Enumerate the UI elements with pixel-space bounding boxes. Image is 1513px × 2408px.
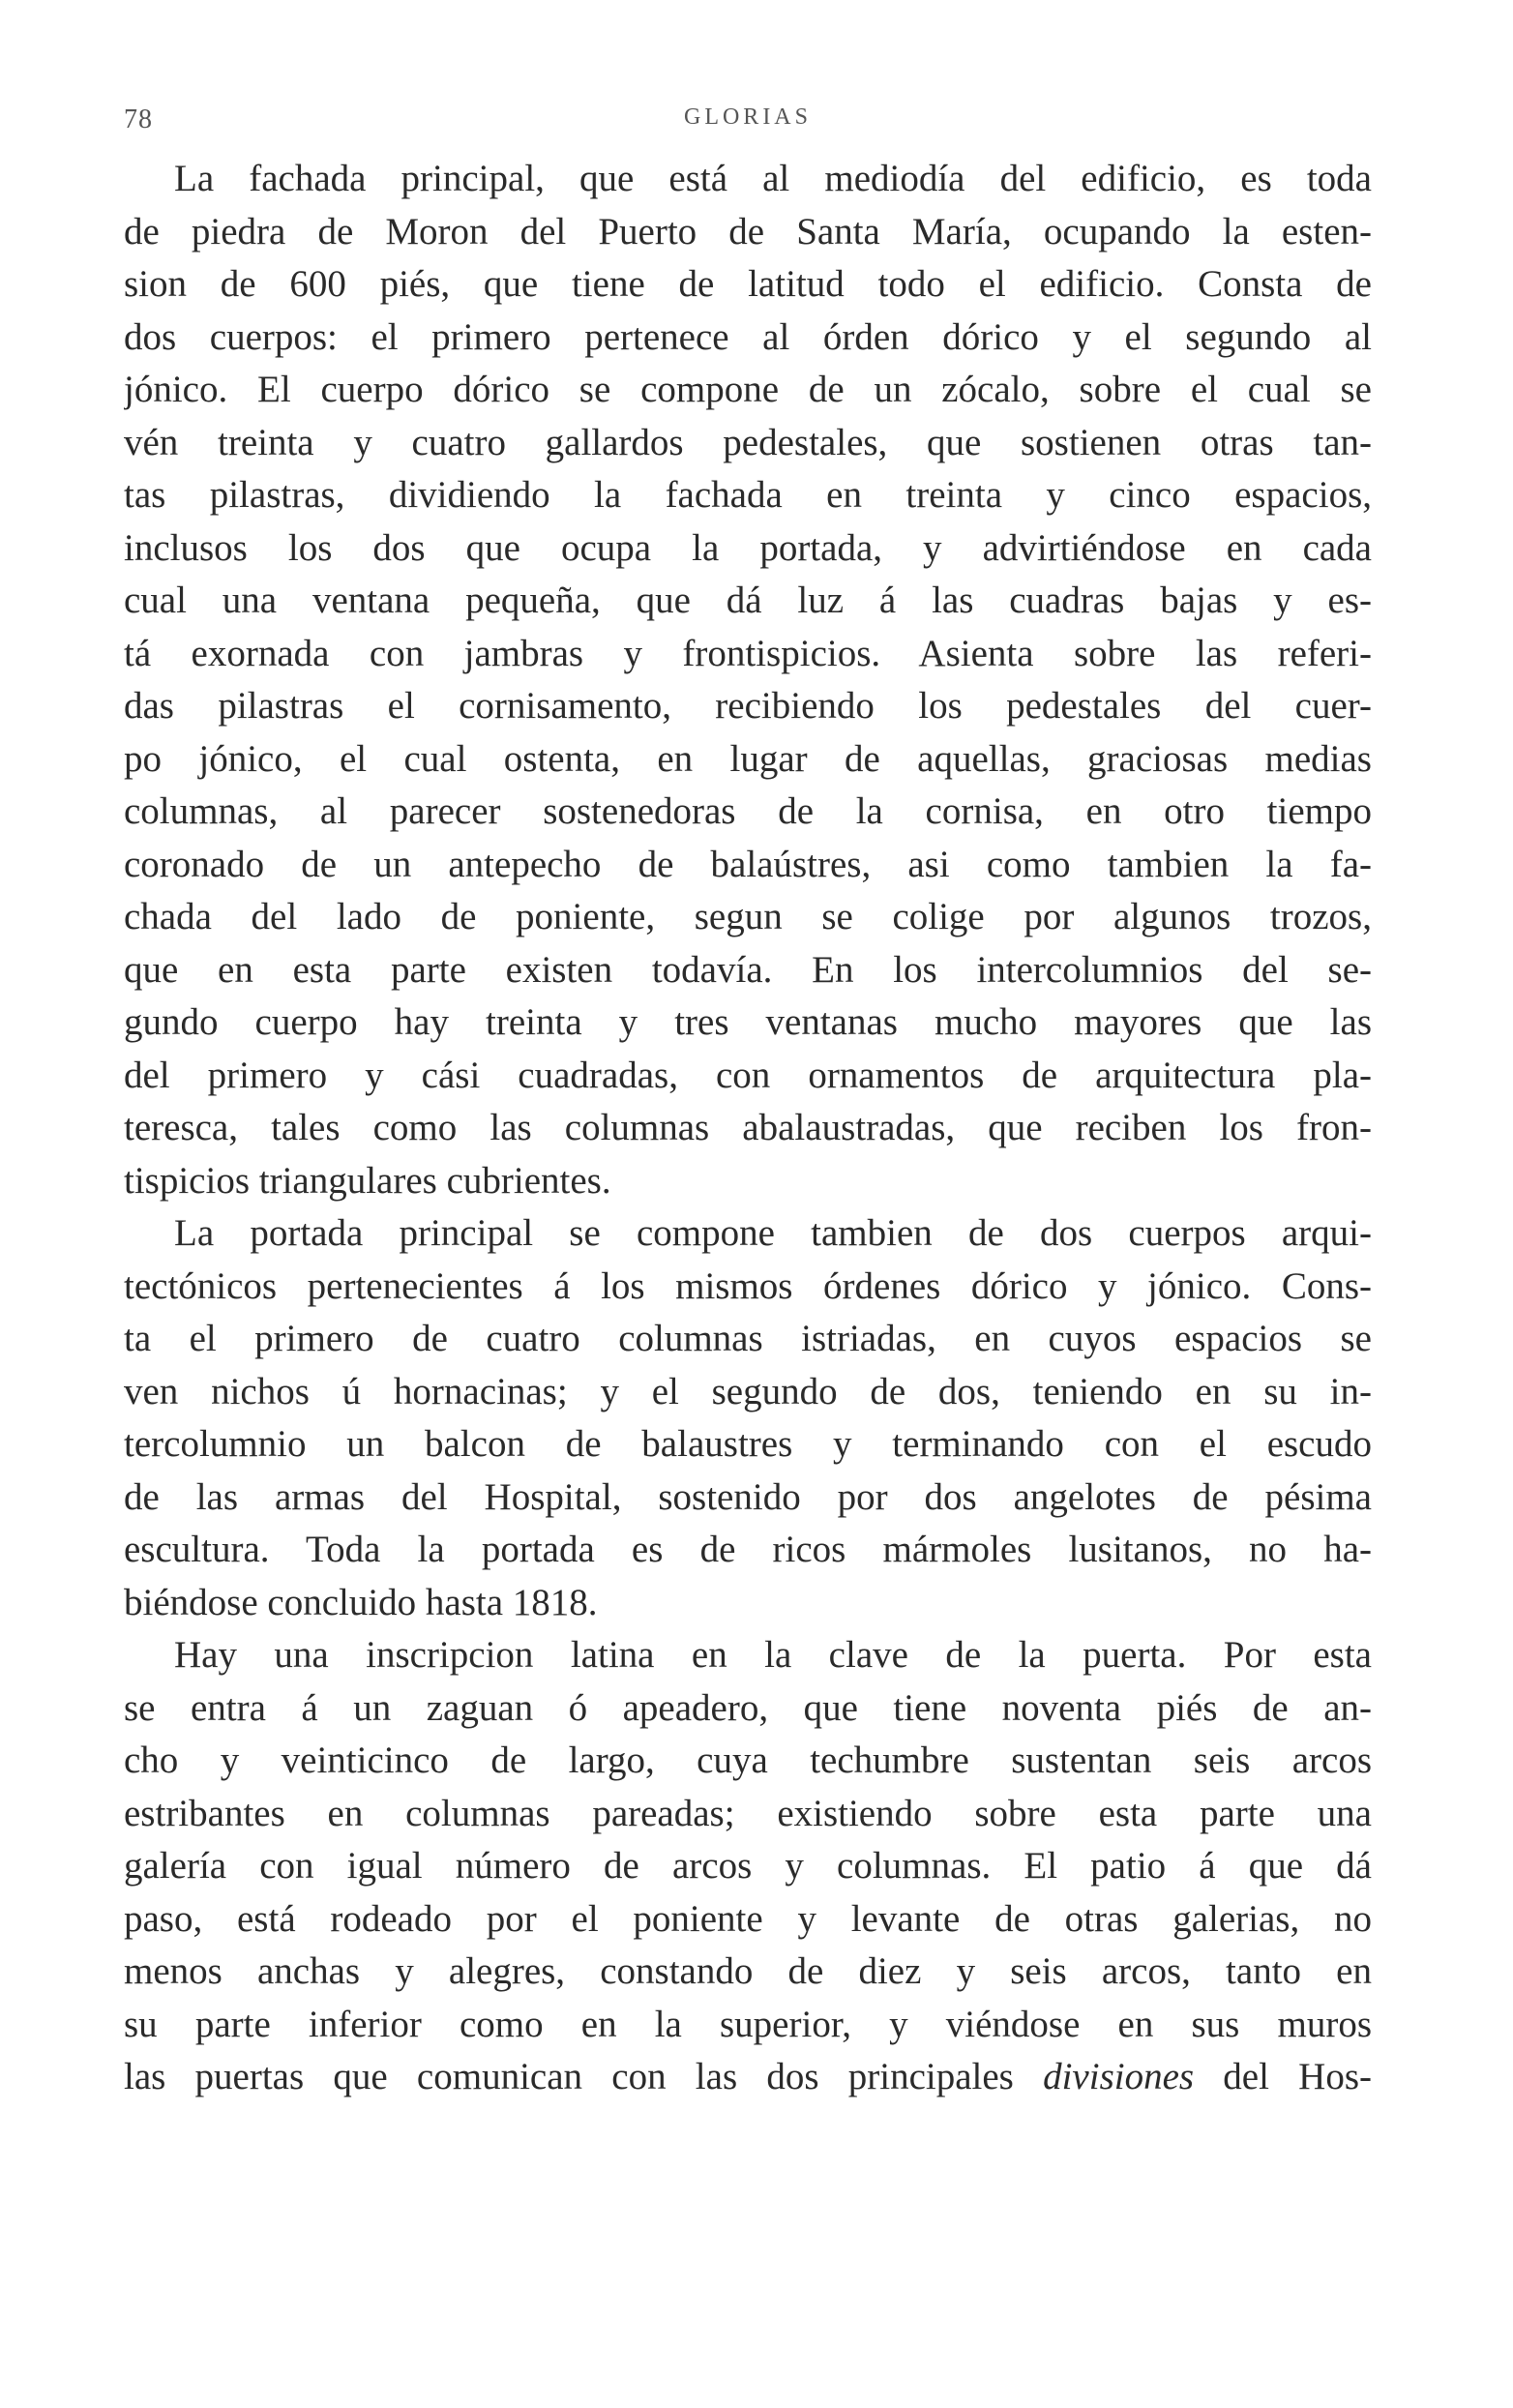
text-line-content: dos cuerpos: el primero pertenece al órden dórico y el segundo al xyxy=(124,315,1372,358)
text-line xyxy=(124,1629,1372,1682)
body-text xyxy=(124,153,1372,2104)
text-line-content: cual una ventana pequeña, que dá luz á las cuadras bajas y es- xyxy=(124,580,1372,621)
text-line-content: se entra á un zaguan ó apeadero, que tiene noventa piés de an- xyxy=(124,1686,1372,1729)
page-number: 78 xyxy=(124,104,153,134)
text-line-content: sion de 600 piés, que tiene de latitud todo el edificio. Consta de xyxy=(124,263,1372,305)
text-line xyxy=(124,312,1372,365)
text-line-content: tá exornada con jambras y frontispicios. Asienta sobre las referi- xyxy=(124,632,1372,674)
text-line-content: vén treinta y cuatro gallardos pedestales, que sostienen otras tan- xyxy=(124,421,1372,463)
text-line xyxy=(124,1313,1372,1366)
text-line-content: que en esta parte existen todavía. En los intercolumnios del se- xyxy=(124,948,1372,991)
text-line xyxy=(124,944,1372,997)
text-line xyxy=(124,575,1372,628)
text-line-tail: del Hos- xyxy=(1194,2056,1372,2097)
text-line xyxy=(124,417,1372,470)
text-line xyxy=(124,680,1372,733)
text-line xyxy=(124,1946,1372,1999)
text-line xyxy=(124,1418,1372,1472)
text-line-content: paso, está rodeado por el poniente y levante de otras galerias, no xyxy=(124,1897,1372,1940)
text-line-content: teresca, tales como las columnas abalaustradas, que reciben los fron- xyxy=(124,1107,1372,1148)
text-line-content: las puertas que comunican con las dos principales xyxy=(124,2056,1014,2097)
text-line xyxy=(124,1261,1372,1314)
text-line-content: biéndose concluido hasta 1818. xyxy=(124,1581,598,1623)
text-line-content: de las armas del Hospital, sostenido por dos angelotes de pésima xyxy=(124,1475,1372,1518)
text-line xyxy=(124,1102,1372,1155)
running-head xyxy=(124,104,1372,143)
running-title: GLORIAS xyxy=(683,104,812,130)
text-line xyxy=(124,1366,1372,1419)
text-line-content: de piedra de Moron del Puerto de Santa María, ocupando la esten- xyxy=(124,210,1372,253)
text-line xyxy=(124,996,1372,1050)
text-line-content: jónico. El cuerpo dórico se compone de un zócalo, sobre el cual se xyxy=(124,369,1372,410)
text-line xyxy=(124,1524,1372,1577)
text-line xyxy=(124,1735,1372,1788)
text-line xyxy=(124,1155,1372,1208)
text-line-content: ta el primero de cuatro columnas istriadas, en cuyos espacios se xyxy=(124,1318,1372,1359)
text-line xyxy=(124,1472,1372,1525)
text-line xyxy=(124,1840,1372,1893)
text-line-content: tercolumnio un balcon de balaustres y terminando con el escudo xyxy=(124,1423,1372,1465)
text-line-content: galería con igual número de arcos y columnas. El patio á que dá xyxy=(124,1845,1372,1887)
text-line-content: tispicios triangulares cubrientes. xyxy=(124,1159,611,1202)
text-line xyxy=(124,153,1372,206)
text-line-content: inclusos los dos que ocupa la portada, y advirtiéndose en cada xyxy=(124,526,1372,569)
text-line-content: columnas, al parecer sostenedoras de la cornisa, en otro tiempo xyxy=(124,790,1372,832)
text-line-content: estribantes en columnas pareadas; existiendo sobre esta parte una xyxy=(124,1792,1372,1834)
text-line xyxy=(124,733,1372,787)
text-line-content: chada del lado de poniente, segun se colige por algunos trozos, xyxy=(124,896,1372,937)
text-line xyxy=(124,1788,1372,1841)
text-line-content: coronado de un antepecho de balaústres, asi como tambien la fa- xyxy=(124,843,1372,885)
text-line xyxy=(124,1999,1372,2052)
text-line xyxy=(124,786,1372,839)
text-line xyxy=(124,2051,1372,2104)
text-line-content: tas pilastras, dividiendo la fachada en treinta y cinco espacios, xyxy=(124,474,1372,516)
text-line xyxy=(124,364,1372,417)
text-line xyxy=(124,1207,1372,1261)
text-line xyxy=(124,258,1372,312)
text-line-content: La portada principal se compone tambien de dos cuerpos arqui- xyxy=(174,1212,1372,1254)
text-line xyxy=(124,1050,1372,1103)
text-line-content: escultura. Toda la portada es de ricos mármoles lusitanos, no ha- xyxy=(124,1529,1372,1570)
text-line-content: gundo cuerpo hay treinta y tres ventanas mucho mayores que las xyxy=(124,1001,1372,1043)
text-line-content: po jónico, el cual ostenta, en lugar de aquellas, graciosas medias xyxy=(124,737,1372,780)
text-line-content: ven nichos ú hornacinas; y el segundo de dos, teniendo en su in- xyxy=(124,1370,1372,1412)
text-line-content: del primero y cási cuadradas, con ornamentos de arquitectura pla- xyxy=(124,1054,1372,1096)
text-line xyxy=(124,522,1372,576)
text-line xyxy=(124,891,1372,944)
text-line xyxy=(124,1893,1372,1947)
text-line xyxy=(124,628,1372,681)
text-line xyxy=(124,1577,1372,1630)
text-line-content: Hay una inscripcion latina en la clave de la puerta. Por esta xyxy=(174,1634,1372,1676)
italic-word: divisiones xyxy=(1043,2056,1195,2097)
text-line-content: tectónicos pertenecientes á los mismos órdenes dórico y jónico. Cons- xyxy=(124,1264,1372,1307)
text-line xyxy=(124,206,1372,259)
text-line xyxy=(124,469,1372,522)
text-line-content: su parte inferior como en la superior, y viéndose en sus muros xyxy=(124,2003,1372,2045)
text-line-content: La fachada principal, que está al mediodía del edificio, es toda xyxy=(174,158,1372,199)
text-line-content: menos anchas y alegres, constando de diez y seis arcos, tanto en xyxy=(124,1950,1372,1992)
text-line-content: cho y veinticinco de largo, cuya techumbre sustentan seis arcos xyxy=(124,1739,1372,1781)
text-line xyxy=(124,1682,1372,1736)
text-line-content: das pilastras el cornisamento, recibiendo los pedestales del cuer- xyxy=(124,685,1372,727)
text-line xyxy=(124,839,1372,892)
